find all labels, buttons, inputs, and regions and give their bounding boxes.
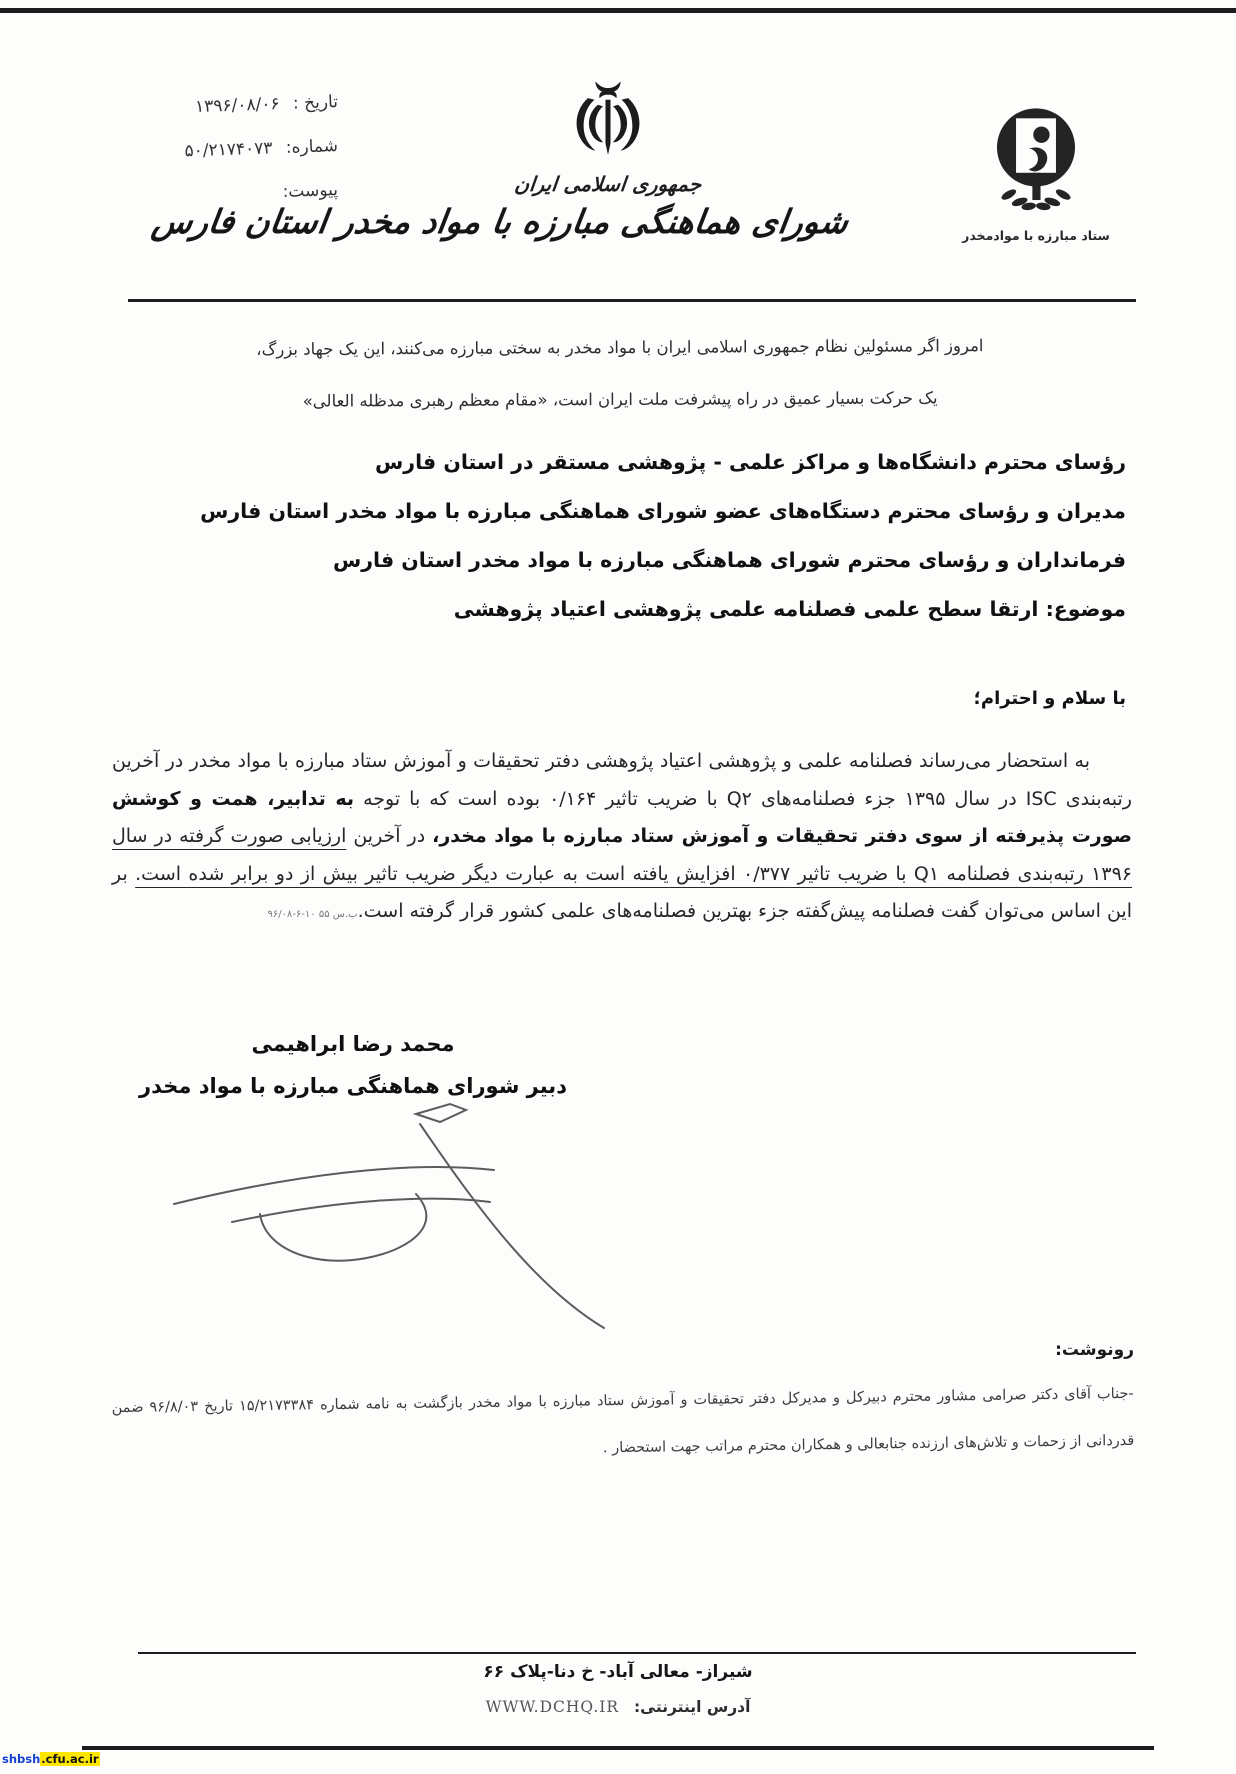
body-bold-segment: به تدابیر، همت و کوشش صورت پذیرفته از سوی دفتر تحقیقات و آموزش ستاد مبارزه با مواد مخدر، bbox=[112, 787, 1132, 847]
body-mid: در آخرین bbox=[346, 825, 433, 847]
attachment-label: پیوست: bbox=[282, 180, 339, 202]
body-intro: به استحضار می‌رساند فصلنامه علمی و پژوهشی اعتیاد پژوهشی دفتر تحقیقات و آموزش ستاد مبارزه با مواد مخدر در آخرین رتبه‌بندی ISC در سال ۱۳۹۵ جزء فصلنامه‌های Q۲ با ضریب تاثیر ۰/۱۶۴ بوده است که با توجه bbox=[112, 750, 1132, 810]
iran-emblem-icon bbox=[560, 78, 656, 170]
footer-web-line bbox=[118, 1698, 1118, 1716]
logo-caption: ستاد مبارزه با موادمخدر bbox=[962, 228, 1110, 243]
signatory-title: دبیر شورای هماهنگی مبارزه با مواد مخدر bbox=[139, 1074, 567, 1098]
cc-line-2: ۱۵/۲۱۷۳۳۸۴ تاریخ ۹۶/۸/۰۳ ضمن قدردانی از زحمات و تلاش‌های ارزنده جنابعالی و همکاران محترم مراتب جهت استحضار . bbox=[111, 1397, 1135, 1457]
date-value: ۱۳۹۶/۰۸/۰۶ bbox=[194, 94, 280, 118]
greeting: با سلام و احترام؛ bbox=[973, 688, 1126, 709]
number-value: ۵۰/۲۱۷۴۰۷۳ bbox=[184, 138, 273, 162]
date-label: تاریخ : bbox=[292, 92, 339, 114]
org-title: شورای هماهنگی مبارزه با مواد مخدر استان فارس bbox=[149, 202, 851, 241]
leadership-quote bbox=[130, 319, 1111, 428]
cc-section bbox=[112, 1340, 1134, 1472]
cc-text bbox=[111, 1371, 1134, 1479]
cc-line-1: -جناب آقای دکتر صرامی مشاور محترم دبیرکل و مدیرکل دفتر تحقیقات و آموزش ستاد مبارزه با مواد مخدر بازگشت به نامه شماره bbox=[319, 1385, 1134, 1414]
number-line bbox=[112, 136, 339, 164]
body-paragraph bbox=[112, 743, 1132, 934]
footer-web-url: WWW.DCHQ.IR bbox=[485, 1698, 620, 1716]
header-divider-rule bbox=[128, 299, 1136, 302]
recipients-block bbox=[112, 438, 1126, 634]
quote-line-2: یک حرکت بسیار عمیق در راه پیشرفت ملت ایران است، «مقام معظم رهبری مدظله العالی» bbox=[302, 388, 938, 411]
number-label: شماره: bbox=[285, 136, 339, 158]
body-end: بر این اساس می‌توان گفت فصلنامه پیش‌گفته جزء بهترین فصلنامه‌های علمی کشور قرار گرفته است. bbox=[112, 862, 1132, 922]
anti-narcotics-logo-icon bbox=[981, 102, 1091, 220]
footer-divider-rule bbox=[138, 1652, 1136, 1654]
date-line bbox=[112, 92, 339, 120]
cc-label: رونوشت: bbox=[1055, 1340, 1134, 1360]
handwritten-note: ب.س ۵۵ ۱۰-۶-۹۶/۰۸ bbox=[267, 909, 358, 920]
country-title: جمهوری اسلامی ایران bbox=[513, 172, 703, 196]
footer-address: شیراز- معالی آباد- خ دنا-پلاک ۶۶ bbox=[483, 1662, 753, 1682]
recipient-line: مدیران و رؤسای محترم دستگاه‌های عضو شورای هماهنگی مبارزه با مواد مخدر استان فارس bbox=[200, 499, 1126, 523]
footer-web-label: آدرس اینترنتی: bbox=[633, 1698, 751, 1716]
anti-narcotics-hq-block bbox=[948, 102, 1124, 243]
recipient-line: فرمانداران و رؤسای محترم شورای هماهنگی مبارزه با مواد مخدر استان فارس bbox=[332, 548, 1126, 572]
watermark-prefix: shbsh bbox=[2, 1752, 41, 1766]
quote-line-1: امروز اگر مسئولین نظام جمهوری اسلامی ایران با مواد مخدر به سختی مبارزه می‌کنند، این یک جهاد بزرگ، bbox=[256, 336, 984, 359]
site-watermark bbox=[2, 1752, 100, 1766]
signature-block bbox=[128, 1032, 578, 1098]
watermark-suffix: .cfu.ac.ir bbox=[41, 1752, 99, 1766]
bottom-border-rule bbox=[82, 1746, 1154, 1750]
recipient-line: رؤسای محترم دانشگاه‌ها و مراکز علمی - پژوهشی مستقر در استان فارس bbox=[374, 450, 1126, 474]
subject-line: موضوع: ارتقا سطح علمی فصلنامه علمی پژوهشی اعتیاد پژوهشی bbox=[453, 597, 1126, 621]
signatory-name: محمد رضا ابراهیمی bbox=[251, 1032, 455, 1056]
signature-handwriting bbox=[168, 1098, 648, 1338]
top-border-rule bbox=[0, 8, 1236, 13]
body-underlined-segment: ارزیابی صورت گرفته در سال ۱۳۹۶ رتبه‌بندی فصلنامه Q۱ با ضریب تاثیر ۰/۳۷۷ افزایش یافته است به عبارت دیگر ضریب تاثیر بیش از دو برابر شده است. bbox=[112, 825, 1132, 885]
